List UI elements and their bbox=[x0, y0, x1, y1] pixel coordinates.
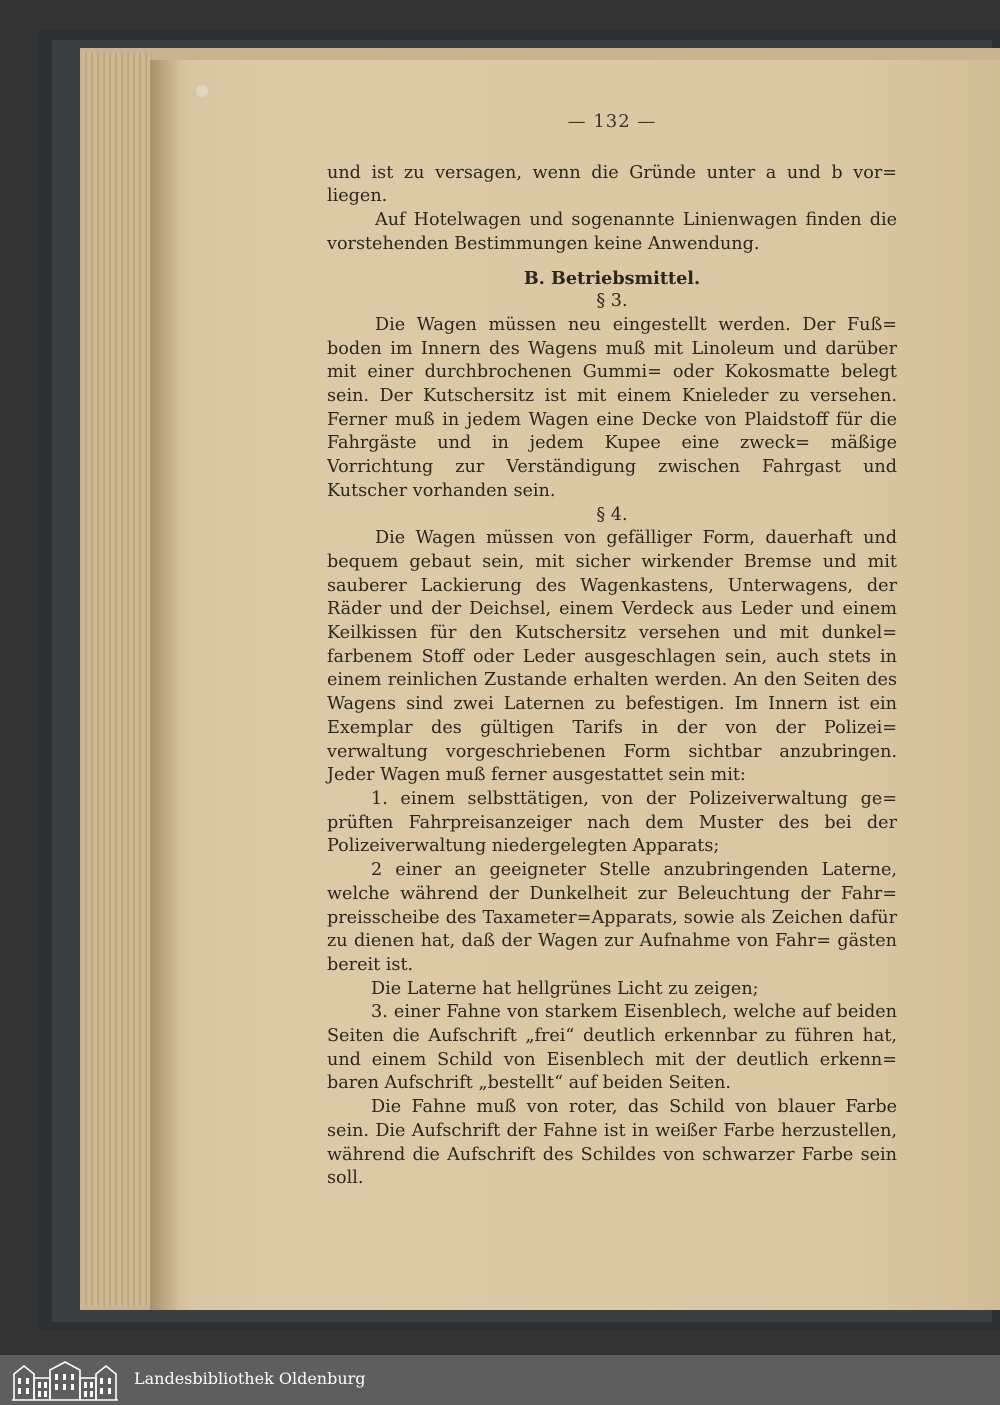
paragraph-number: § 4. bbox=[596, 504, 628, 525]
text-paragraph: und ist zu versagen, wenn die Gründe unter a und b vor= liegen. bbox=[327, 162, 897, 207]
text-paragraph: Auf Hotelwagen und sogenannte Linienwagen finden die vorstehenden Bestimmungen keine Anwendung. bbox=[327, 210, 897, 254]
text-paragraph: Die Wagen müssen von gefälliger Form, dauerhaft und bequem gebaut sein, mit sicher wirkender Bremse und mit sauberer Lackierung des Wagenkastens, Unterwagens, der Räder und der Deichsel, einem Verdeck aus Leder und einem Keilkissen für den Kutschersitz versehen und mit dunkel= farbenem Stoff oder Leder ausgeschlagen sein, auch stets in einem reinlichen Zustande erhalten werden. An den Seiten des Wagens sind zwei Laternen zu befestigen. Im Innern ist ein Exemplar des gültigen Tarifs in der von der Polizei= verwaltung vorgeschriebenen Form sichtbar anzubringen. Jeder Wagen muß ferner ausgestattet sein mit: bbox=[327, 528, 897, 786]
section-heading: B. Betriebsmittel. bbox=[523, 267, 701, 289]
text-paragraph: 1. einem selbsttätigen, von der Polizeiverwaltung ge= prüften Fahrpreisanzeiger nach dem Muster des bei der Polizeiverwaltung niedergelegten Apparats; bbox=[327, 788, 897, 857]
page-number: — 132 — bbox=[567, 111, 657, 132]
page-edges bbox=[82, 52, 152, 1306]
footer-bar bbox=[0, 1355, 1000, 1405]
library-name: Landesbibliothek Oldenburg bbox=[134, 1369, 366, 1388]
text-body bbox=[327, 162, 897, 1191]
text-paragraph: 2 einer an geeigneter Stelle anzubringenden Laterne, welche während der Dunkelheit zur Beleuchtung der Fahr= preisscheibe des Taxameter=Apparats, sowie als Zeichen dafür zu dienen hat, daß der Wagen zur Aufnahme von Fahr= gästen bereit ist. bbox=[327, 860, 897, 975]
text-paragraph: 3. einer Fahne von starkem Eisenblech, welche auf beiden Seiten die Aufschrift „frei“ deutlich erkennbar zu führen hat, und einem Schild von Eisenblech mit der deutlich erkenn= baren Aufschrift „bestellt“ auf beiden Seiten. bbox=[327, 1002, 897, 1094]
page-text bbox=[327, 110, 897, 1191]
text-paragraph: Die Laterne hat hellgrünes Licht zu zeigen; bbox=[371, 978, 759, 999]
paragraph-number: § 3. bbox=[596, 291, 628, 312]
text-paragraph: Die Fahne muß von roter, das Schild von blauer Farbe sein. Die Aufschrift der Fahne ist in weißer Farbe herzustellen, während die Aufschrift des Schildes von schwarzer Farbe sein soll. bbox=[327, 1097, 897, 1189]
paper-spot bbox=[196, 85, 208, 97]
text-paragraph: Die Wagen müssen neu eingestellt werden. Der Fuß= boden im Innern des Wagens muß mit Linoleum und darüber mit einer durchbrochenen Gummi= oder Kokosmatte belegt sein. Der Kutschersitz ist mit einem Knieleder zu versehen. Ferner muß in jedem Wagen eine Decke von Plaidstoff für die Fahrgäste und in jedem Kupee eine zweck= mäßige Vorrichtung zur Verständigung zwischen Fahrgast und Kutscher vorhanden sein. bbox=[327, 314, 897, 501]
library-building-icon bbox=[10, 1358, 120, 1402]
gutter-shadow bbox=[150, 60, 180, 1310]
